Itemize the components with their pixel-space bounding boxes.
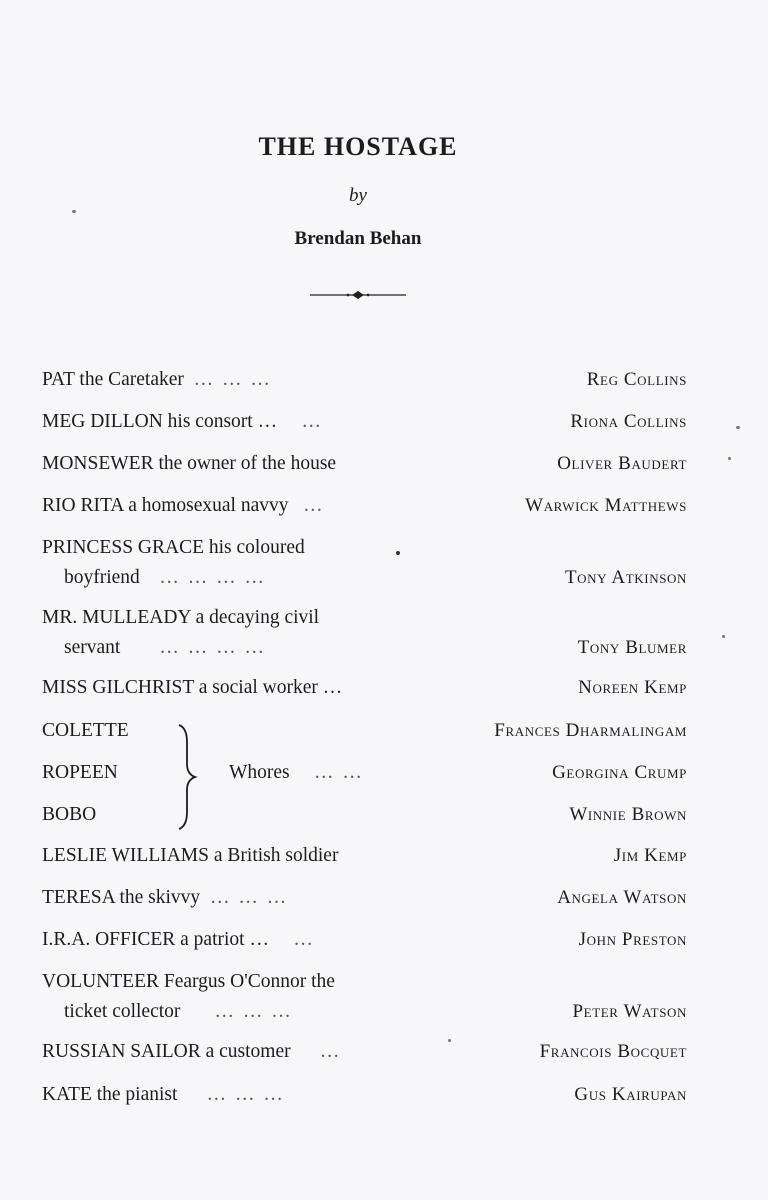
cast-role: MISS GILCHRIST a social worker … xyxy=(42,677,343,698)
cast-role: KATE the pianist … … … xyxy=(42,1084,285,1105)
play-title: THE HOSTAGE xyxy=(258,132,458,161)
cast-role: BOBO xyxy=(42,804,97,825)
paper-speck xyxy=(728,457,731,460)
cast-role: I.R.A. OFFICER a patriot … … xyxy=(42,929,315,950)
cast-role: TERESA the skivvy … … … xyxy=(42,887,289,908)
cast-actor: Warwick Matthews xyxy=(525,495,687,516)
cast-row xyxy=(42,967,687,1027)
paper-speck xyxy=(722,635,725,638)
cast-role: VOLUNTEER Feargus O'Connor the xyxy=(42,971,335,992)
cast-actor: Riona Collins xyxy=(570,411,687,432)
cast-row xyxy=(42,603,687,663)
cast-actor: Jim Kemp xyxy=(613,845,687,866)
cast-role: COLETTE xyxy=(42,720,129,741)
cast-actor: Reg Collins xyxy=(586,369,687,390)
cast-role: LESLIE WILLIAMS a British soldier xyxy=(42,845,339,866)
cast-actor: Gus Kairupan xyxy=(574,1084,687,1105)
cast-actor: Frances Dharmalingam xyxy=(494,720,687,741)
paper-speck xyxy=(448,1039,451,1042)
cast-actor: Oliver Baudert xyxy=(557,453,687,474)
cast-actor: Tony Atkinson xyxy=(564,567,687,588)
cast-role-continued: ticket collector … … … xyxy=(64,1001,293,1022)
paper-speck xyxy=(72,210,76,213)
cast-role: MEG DILLON his consort … … xyxy=(42,411,323,432)
by-line: by xyxy=(349,185,367,206)
cast-role-continued: servant … … … … xyxy=(64,637,266,658)
cast-role: MR. MULLEADY a decaying civil xyxy=(42,607,320,628)
group-label: Whores … … xyxy=(229,762,364,783)
divider-ornament-icon xyxy=(308,289,408,301)
paper-speck xyxy=(736,426,740,429)
cast-role-continued: boyfriend … … … … xyxy=(64,567,266,588)
cast-row xyxy=(42,533,687,593)
paper-speck xyxy=(396,551,400,555)
author-name: Brendan Behan xyxy=(294,228,422,249)
cast-actor: Winnie Brown xyxy=(569,804,687,825)
cast-role: PAT the Caretaker … … … xyxy=(42,369,272,390)
cast-actor: Peter Watson xyxy=(572,1001,687,1022)
cast-actor: Tony Blumer xyxy=(577,637,687,658)
cast-role: ROPEEN xyxy=(42,762,118,783)
right-brace-icon xyxy=(175,722,199,832)
cast-actor: Noreen Kemp xyxy=(578,677,687,698)
cast-actor: Georgina Crump xyxy=(552,762,687,783)
cast-role: RIO RITA a homosexual navvy … xyxy=(42,495,325,516)
cast-role: MONSEWER the owner of the house xyxy=(42,453,337,474)
cast-role: PRINCESS GRACE his coloured xyxy=(42,537,305,558)
cast-actor: Francois Bocquet xyxy=(539,1041,687,1062)
cast-role: RUSSIAN SAILOR a customer … xyxy=(42,1041,342,1062)
cast-actor: John Preston xyxy=(578,929,687,950)
cast-actor: Angela Watson xyxy=(557,887,687,908)
